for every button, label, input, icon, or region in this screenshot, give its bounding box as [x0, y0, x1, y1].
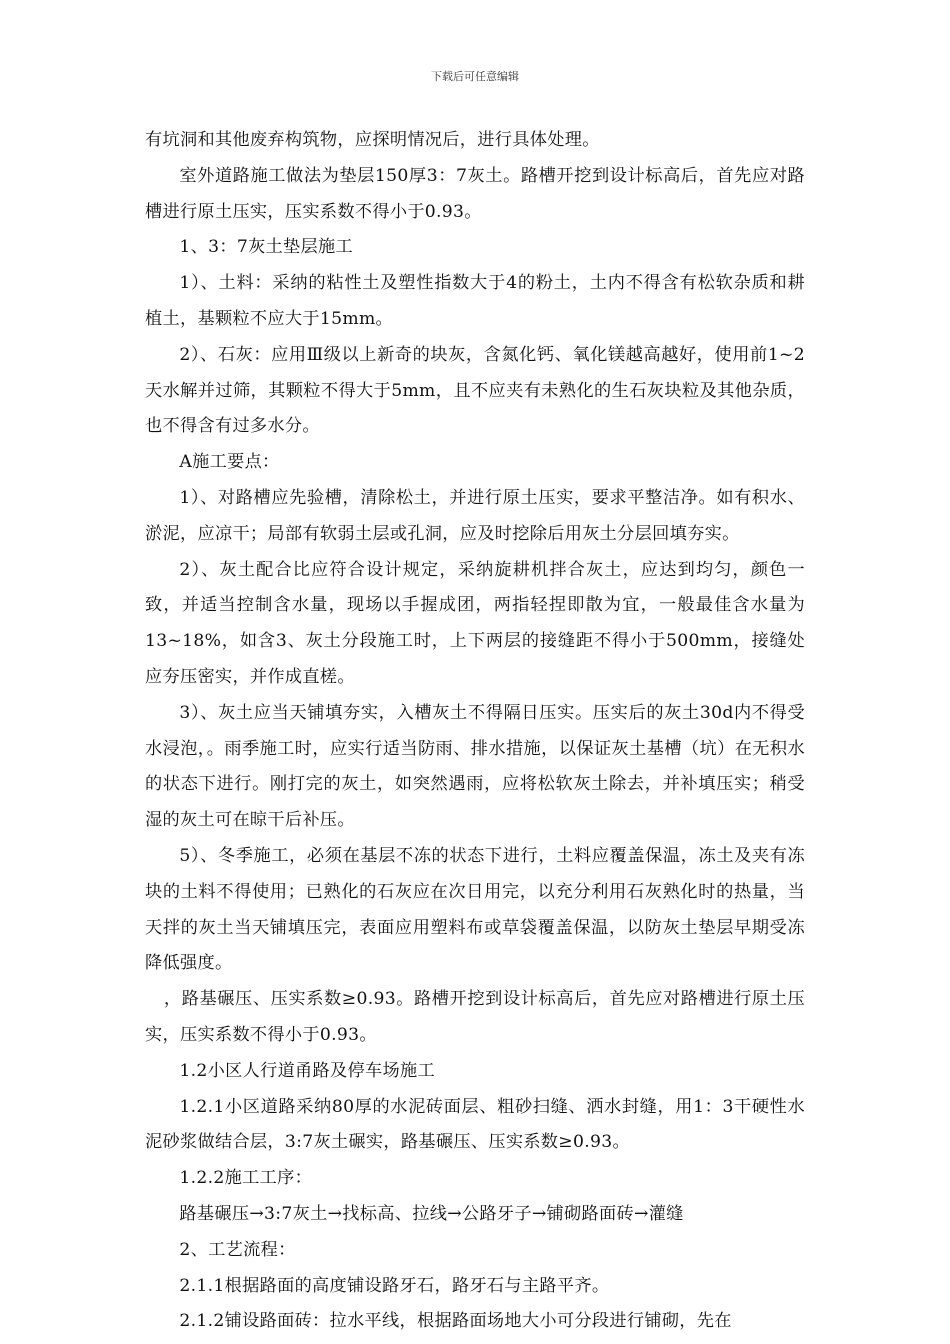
document-body [145, 123, 805, 1340]
paragraph: 1、3：7灰土垫层施工 [179, 237, 353, 258]
paragraph: 1.2小区人行道甬路及停车场施工 [179, 1060, 435, 1081]
paragraph: 2）、石灰：应用Ⅲ级以上新奇的块灰，含氮化钙、氧化镁越高越好，使用前1~2天水解并过筛，其颗粒不得大于5mm，且不应夹有未熟化的生石灰块粒及其他杂质，也不得含有过多水分。 [145, 344, 805, 437]
paragraph: 路基碾压→3:7灰土→找标高、拉线→公路牙子→铺砌路面砖→灌缝 [179, 1203, 684, 1224]
paragraph: 2.1.2铺设路面砖：拉水平线，根据路面场地大小可分段进行铺砌，先在 [179, 1311, 732, 1332]
paragraph: 2）、灰土配合比应符合设计规定，采纳旋耕机拌合灰土，应达到均匀，颜色一致，并适当控制含水量，现场以手握成团，两指轻捏即散为宜，一般最佳含水量为13~18%，如含3、灰土分段施工时，上下两层的接缝距不得小于500mm，接缝处应夯压密实，并作成直槎。 [145, 559, 805, 687]
paragraph: 3）、灰土应当天铺填夯实，入槽灰土不得隔日压实。压实后的灰土30d内不得受水浸泡，。雨季施工时，应实行适当防雨、排水措施，以保证灰土基槽（坑）在无积水的状态下进行。刚打完的灰土，如突然遇雨，应将松软灰土除去，并补填压实；稍受湿的灰土可在晾干后补压。 [145, 702, 805, 831]
paragraph: 2、工艺流程： [179, 1239, 296, 1260]
paragraph: 1）、土料：采纳的粘性土及塑性指数大于4的粉土，土内不得含有松软杂质和耕植土，基颗粒不应大于15mm。 [145, 273, 805, 329]
paragraph: ，路基碾压、压实系数≥0.93。路槽开挖到设计标高后，首先应对路槽进行原土压实，压实系数不得小于0.93。 [145, 989, 805, 1045]
page-header: 下载后可任意编辑 [431, 70, 519, 83]
paragraph: A施工要点： [179, 452, 280, 473]
paragraph: 室外道路施工做法为垫层150厚3：7灰土。路槽开挖到设计标高后，首先应对路槽进行原土压实，压实系数不得小于0.93。 [145, 165, 805, 222]
paragraph: 1）、对路槽应先验槽，清除松土，并进行原土压实，要求平整洁净。如有积水、淤泥，应凉干；局部有软弱土层或孔洞，应及时挖除后用灰土分层回填夯实。 [145, 487, 805, 544]
paragraph: 1.2.2施工工序： [179, 1168, 313, 1189]
paragraph: 2.1.1根据路面的高度铺设路牙石，路牙石与主路平齐。 [179, 1275, 610, 1296]
paragraph: 5）、冬季施工，必须在基层不冻的状态下进行，土料应覆盖保温，冻土及夹有冻块的土料不得使用；已熟化的石灰应在次日用完，以充分利用石灰熟化时的热量，当天拌的灰土当天铺填压完，表面应用塑料布或草袋覆盖保温，以防灰土垫层早期受冻降低强度。 [145, 845, 805, 974]
paragraph: 有坑洞和其他废弃构筑物，应探明情况后，进行具体处理。 [145, 130, 600, 150]
paragraph: 1.2.1小区道路采纳80厚的水泥砖面层、粗砂扫缝、洒水封缝，用1：3干硬性水泥砂浆做结合层，3:7灰土碾实，路基碾压、压实系数≥0.93。 [145, 1096, 805, 1153]
